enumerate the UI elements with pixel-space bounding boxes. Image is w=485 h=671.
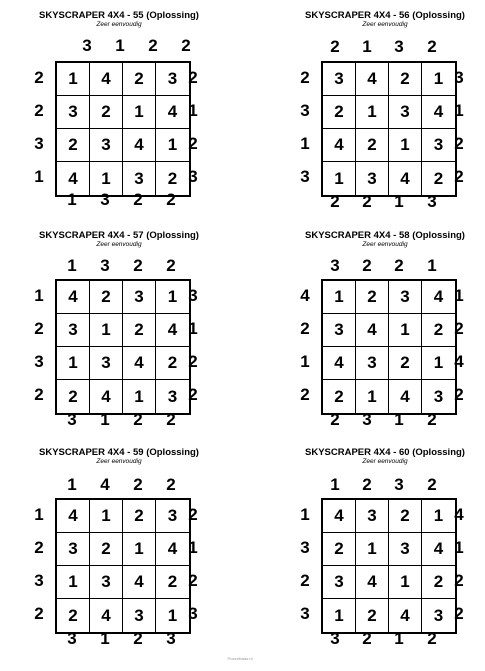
clue-bottom: 1 xyxy=(67,190,77,209)
clue-bottom: 2 xyxy=(427,629,437,648)
clue-top: 1 xyxy=(330,475,340,494)
clue-right: 3 xyxy=(454,68,464,87)
clue-left: 2 xyxy=(300,571,310,590)
grid-cell: 3 xyxy=(422,129,455,162)
grid-cell: 2 xyxy=(356,599,389,632)
grid-cell: 3 xyxy=(90,129,123,162)
clue-left: 3 xyxy=(34,571,44,590)
solution-grid xyxy=(321,61,457,197)
clue-left: 3 xyxy=(300,604,310,623)
clue-left: 1 xyxy=(34,286,44,305)
clue-top: 4 xyxy=(100,475,110,494)
clue-top: 3 xyxy=(394,37,404,56)
grid-cell: 2 xyxy=(156,566,189,599)
footer-credit: Puzzelbaas.nl xyxy=(227,656,253,661)
puzzle-subtitle: Zeer eenvoudig xyxy=(96,21,142,28)
grid-cell: 2 xyxy=(57,129,90,162)
grid-cell: 4 xyxy=(123,129,156,162)
grid-cell: 2 xyxy=(323,380,356,413)
grid-cell: 4 xyxy=(156,533,189,566)
clue-right: 2 xyxy=(188,68,198,87)
clue-right: 1 xyxy=(188,319,198,338)
grid-cell: 2 xyxy=(433,168,444,188)
clue-left: 3 xyxy=(300,538,310,557)
clue-bottom: 3 xyxy=(427,192,437,211)
clue-right: 1 xyxy=(188,538,198,557)
clue-left: 2 xyxy=(300,68,310,87)
puzzle-59 xyxy=(24,447,249,662)
grid-cell: 3 xyxy=(389,281,422,314)
clue-bottom: 2 xyxy=(166,410,176,429)
grid-cell: 1 xyxy=(389,314,422,347)
grid-cell: 4 xyxy=(323,347,356,380)
grid-cell: 1 xyxy=(356,96,389,129)
clue-left: 2 xyxy=(34,101,44,120)
clue-bottom: 2 xyxy=(133,410,143,429)
puzzle-subtitle: Zeer eenvoudig xyxy=(96,241,142,248)
puzzle-58 xyxy=(290,230,485,445)
grid-cell: 2 xyxy=(323,96,356,129)
grid-cell: 2 xyxy=(90,96,123,129)
grid-cell: 3 xyxy=(167,386,178,406)
grid-cell: 2 xyxy=(57,599,90,632)
clue-left: 2 xyxy=(34,319,44,338)
puzzle-title: SKYSCRAPER 4X4 - 58 (Oplossing) xyxy=(305,230,465,241)
grid-cell: 3 xyxy=(123,599,156,632)
puzzle-title: SKYSCRAPER 4X4 - 60 (Oplossing) xyxy=(305,447,465,458)
grid-cell: 4 xyxy=(356,566,389,599)
clue-top: 3 xyxy=(330,256,340,275)
grid-cell: 2 xyxy=(167,168,178,188)
clue-left: 3 xyxy=(34,134,44,153)
clue-left: 2 xyxy=(300,319,310,338)
clue-bottom: 3 xyxy=(67,410,77,429)
solution-grid xyxy=(321,279,457,415)
grid-cell: 3 xyxy=(433,386,444,406)
clue-right: 4 xyxy=(454,352,464,371)
puzzle-55 xyxy=(24,10,249,225)
grid-cell: 2 xyxy=(389,347,422,380)
grid-cell: 2 xyxy=(90,281,123,314)
grid-cell: 3 xyxy=(123,162,156,195)
grid-cell: 2 xyxy=(123,314,156,347)
clue-left: 2 xyxy=(34,604,44,623)
grid-cell: 3 xyxy=(356,500,389,533)
clue-top: 2 xyxy=(427,37,437,56)
grid-cell: 3 xyxy=(323,63,356,96)
puzzle-title: SKYSCRAPER 4X4 - 55 (Oplossing) xyxy=(39,10,199,21)
grid-cell: 2 xyxy=(422,314,455,347)
clue-bottom: 2 xyxy=(330,192,340,211)
grid-cell: 4 xyxy=(90,380,123,413)
clue-right: 3 xyxy=(188,604,198,623)
grid-cell: 1 xyxy=(356,533,389,566)
clue-bottom: 2 xyxy=(427,410,437,429)
solution-grid xyxy=(55,61,191,197)
grid-cell: 4 xyxy=(422,533,455,566)
clue-left: 1 xyxy=(300,134,310,153)
clue-right: 2 xyxy=(454,134,464,153)
puzzle-subtitle: Zeer eenvoudig xyxy=(362,21,408,28)
puzzle-title: SKYSCRAPER 4X4 - 56 (Oplossing) xyxy=(305,10,465,21)
clue-left: 2 xyxy=(300,385,310,404)
grid-cell: 4 xyxy=(90,599,123,632)
grid-cell: 2 xyxy=(356,129,389,162)
clue-top: 1 xyxy=(115,36,125,55)
grid-cell: 1 xyxy=(323,162,356,195)
clue-right: 1 xyxy=(454,286,464,305)
clue-bottom: 2 xyxy=(362,192,372,211)
grid-cell: 4 xyxy=(389,162,422,195)
clue-top: 1 xyxy=(67,256,77,275)
grid-cell: 1 xyxy=(156,129,189,162)
clue-left: 2 xyxy=(34,68,44,87)
clue-left: 3 xyxy=(34,352,44,371)
grid-cell: 2 xyxy=(323,533,356,566)
clue-bottom: 3 xyxy=(330,629,340,648)
grid-cell: 4 xyxy=(323,500,356,533)
puzzle-title: SKYSCRAPER 4X4 - 57 (Oplossing) xyxy=(39,230,199,241)
clue-top: 2 xyxy=(148,36,158,55)
clue-left: 1 xyxy=(300,352,310,371)
grid-cell: 2 xyxy=(123,500,156,533)
clue-bottom: 1 xyxy=(394,629,404,648)
grid-cell: 1 xyxy=(90,314,123,347)
grid-cell: 4 xyxy=(422,281,455,314)
clue-top: 3 xyxy=(394,475,404,494)
grid-cell: 3 xyxy=(57,533,90,566)
grid-cell: 3 xyxy=(57,314,90,347)
solution-grid xyxy=(55,498,191,634)
clue-top: 2 xyxy=(362,256,372,275)
grid-cell: 1 xyxy=(123,380,156,413)
clue-top: 2 xyxy=(427,475,437,494)
clue-bottom: 3 xyxy=(362,410,372,429)
clue-left: 3 xyxy=(300,101,310,120)
grid-cell: 1 xyxy=(422,347,455,380)
clue-right: 1 xyxy=(188,101,198,120)
clue-top: 1 xyxy=(67,475,77,494)
grid-cell: 3 xyxy=(356,347,389,380)
grid-cell: 3 xyxy=(90,566,123,599)
grid-cell: 3 xyxy=(433,605,444,625)
grid-cell: 4 xyxy=(156,96,189,129)
clue-bottom: 3 xyxy=(100,190,110,209)
grid-cell: 1 xyxy=(323,281,356,314)
grid-cell: 2 xyxy=(123,63,156,96)
clue-right: 2 xyxy=(454,385,464,404)
clue-right: 4 xyxy=(454,505,464,524)
clue-left: 2 xyxy=(34,538,44,557)
grid-cell: 4 xyxy=(90,63,123,96)
grid-cell: 4 xyxy=(156,314,189,347)
clue-top: 1 xyxy=(427,256,437,275)
grid-cell: 1 xyxy=(90,162,123,195)
grid-cell: 4 xyxy=(422,96,455,129)
grid-cell: 2 xyxy=(90,533,123,566)
grid-cell: 4 xyxy=(57,500,90,533)
grid-cell: 4 xyxy=(123,347,156,380)
clue-top: 2 xyxy=(394,256,404,275)
puzzle-60 xyxy=(290,447,485,662)
clue-top: 2 xyxy=(166,256,176,275)
puzzle-subtitle: Zeer eenvoudig xyxy=(362,458,408,465)
clue-right: 2 xyxy=(454,319,464,338)
grid-cell: 1 xyxy=(57,63,90,96)
grid-cell: 3 xyxy=(356,162,389,195)
puzzle-subtitle: Zeer eenvoudig xyxy=(96,458,142,465)
grid-cell: 2 xyxy=(422,566,455,599)
clue-top: 3 xyxy=(82,36,92,55)
clue-bottom: 2 xyxy=(330,410,340,429)
grid-cell: 3 xyxy=(389,533,422,566)
clue-top: 2 xyxy=(330,37,340,56)
grid-cell: 1 xyxy=(422,500,455,533)
clue-right: 2 xyxy=(188,385,198,404)
puzzle-56 xyxy=(290,10,485,225)
clue-bottom: 2 xyxy=(133,190,143,209)
clue-top: 2 xyxy=(133,256,143,275)
clue-left: 1 xyxy=(300,505,310,524)
clue-right: 2 xyxy=(188,505,198,524)
grid-cell: 1 xyxy=(156,281,189,314)
grid-cell: 1 xyxy=(389,566,422,599)
grid-cell: 4 xyxy=(123,566,156,599)
clue-right: 2 xyxy=(454,571,464,590)
clue-top: 2 xyxy=(362,475,372,494)
grid-cell: 1 xyxy=(356,380,389,413)
solution-grid xyxy=(55,279,191,415)
grid-cell: 4 xyxy=(57,281,90,314)
clue-right: 2 xyxy=(454,604,464,623)
grid-cell: 2 xyxy=(356,281,389,314)
clue-right: 3 xyxy=(188,167,198,186)
clue-left: 3 xyxy=(300,167,310,186)
clue-right: 2 xyxy=(454,167,464,186)
clue-bottom: 2 xyxy=(133,629,143,648)
clue-top: 1 xyxy=(362,37,372,56)
grid-cell: 3 xyxy=(389,96,422,129)
grid-cell: 1 xyxy=(57,566,90,599)
clue-top: 2 xyxy=(133,475,143,494)
clue-bottom: 1 xyxy=(394,192,404,211)
grid-cell: 1 xyxy=(123,96,156,129)
clue-bottom: 1 xyxy=(394,410,404,429)
grid-cell: 2 xyxy=(389,63,422,96)
clue-top: 3 xyxy=(100,256,110,275)
clue-top: 2 xyxy=(166,475,176,494)
grid-cell: 1 xyxy=(167,605,178,625)
puzzle-title: SKYSCRAPER 4X4 - 59 (Oplossing) xyxy=(39,447,199,458)
grid-cell: 4 xyxy=(356,314,389,347)
clue-right: 1 xyxy=(454,101,464,120)
grid-cell: 4 xyxy=(389,599,422,632)
clue-bottom: 2 xyxy=(362,629,372,648)
grid-cell: 1 xyxy=(123,533,156,566)
clue-bottom: 1 xyxy=(100,410,110,429)
clue-right: 2 xyxy=(188,352,198,371)
grid-cell: 3 xyxy=(156,500,189,533)
grid-cell: 3 xyxy=(323,566,356,599)
grid-cell: 1 xyxy=(389,129,422,162)
clue-left: 4 xyxy=(300,286,310,305)
grid-cell: 2 xyxy=(389,500,422,533)
clue-left: 1 xyxy=(34,505,44,524)
grid-cell: 1 xyxy=(323,599,356,632)
clue-bottom: 3 xyxy=(67,629,77,648)
clue-bottom: 2 xyxy=(166,190,176,209)
clue-right: 3 xyxy=(188,286,198,305)
grid-cell: 4 xyxy=(323,129,356,162)
grid-cell: 1 xyxy=(422,63,455,96)
solution-grid xyxy=(321,498,457,634)
clue-right: 2 xyxy=(188,571,198,590)
puzzle-subtitle: Zeer eenvoudig xyxy=(362,241,408,248)
clue-left: 1 xyxy=(34,167,44,186)
clue-left: 2 xyxy=(34,385,44,404)
puzzle-57 xyxy=(24,230,249,445)
grid-cell: 3 xyxy=(323,314,356,347)
grid-cell: 3 xyxy=(156,63,189,96)
grid-cell: 4 xyxy=(389,380,422,413)
grid-cell: 2 xyxy=(156,347,189,380)
grid-cell: 4 xyxy=(57,162,90,195)
grid-cell: 1 xyxy=(90,500,123,533)
grid-cell: 2 xyxy=(57,380,90,413)
grid-cell: 3 xyxy=(90,347,123,380)
grid-cell: 3 xyxy=(57,96,90,129)
grid-cell: 4 xyxy=(356,63,389,96)
grid-cell: 3 xyxy=(123,281,156,314)
grid-cell: 1 xyxy=(57,347,90,380)
clue-bottom: 1 xyxy=(100,629,110,648)
clue-right: 1 xyxy=(454,538,464,557)
clue-top: 2 xyxy=(181,36,191,55)
clue-bottom: 3 xyxy=(166,629,176,648)
clue-right: 2 xyxy=(188,134,198,153)
